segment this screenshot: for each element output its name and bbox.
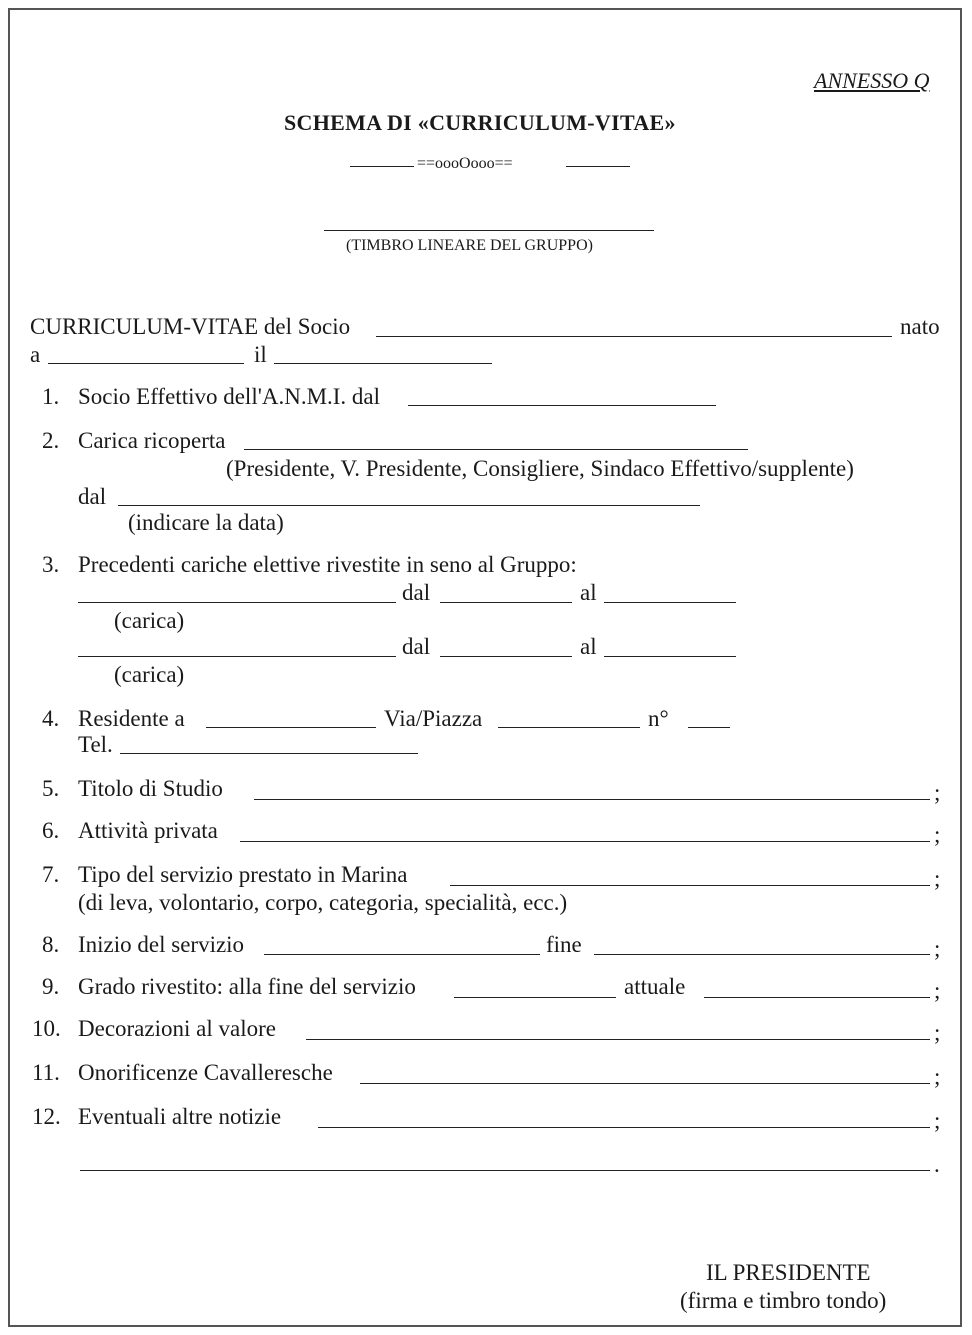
other-notes-extra-line[interactable] xyxy=(80,1170,930,1171)
item-number: 12. xyxy=(32,1104,61,1129)
annex-label: ANNESSO Q xyxy=(814,68,930,93)
prev-1-al: al xyxy=(580,580,597,605)
residence-city-field[interactable] xyxy=(206,727,376,728)
socio-name-field[interactable] xyxy=(376,336,892,337)
line-end: ; xyxy=(934,936,941,961)
stamp-line xyxy=(324,230,654,231)
residence-street-field[interactable] xyxy=(498,727,640,728)
item-number: 4. xyxy=(42,706,60,731)
item-number: 7. xyxy=(42,862,60,887)
line-end: ; xyxy=(934,1108,941,1133)
current-rank-label: attuale xyxy=(624,974,686,999)
education-field[interactable] xyxy=(254,799,930,800)
previous-office-2-to-field[interactable] xyxy=(604,656,736,657)
intro-a: a xyxy=(30,342,41,367)
residence-via-label: Via/Piazza xyxy=(384,706,483,731)
service-type-hint: (di leva, volontario, corpo, categoria, specialità, ecc.) xyxy=(78,890,568,915)
item-number: 10. xyxy=(32,1016,61,1041)
final-end: . xyxy=(934,1152,940,1177)
office-hint: (Presidente, V. Presidente, Consigliere, Sindaco Effettivo/supplente) xyxy=(226,456,854,481)
office-dal-label: dal xyxy=(78,484,107,509)
member-since-field[interactable] xyxy=(408,405,716,406)
intro-nato: nato xyxy=(900,314,940,339)
office-held-field[interactable] xyxy=(244,449,748,450)
ornament: ==oooOooo== xyxy=(417,155,513,172)
previous-office-1-field[interactable] xyxy=(78,602,396,603)
item-label: Precedenti cariche elettive rivestite in seno al Gruppo: xyxy=(78,552,577,577)
prev-2-dal: dal xyxy=(402,634,431,659)
ornament-line-left xyxy=(350,166,414,167)
signer-note: (firma e timbro tondo) xyxy=(680,1288,887,1313)
ornament-line-right xyxy=(566,166,630,167)
previous-office-2-from-field[interactable] xyxy=(440,656,572,657)
item-number: 9. xyxy=(42,974,60,999)
item-label: Residente a xyxy=(78,706,185,731)
intro-il: il xyxy=(254,342,267,367)
item-number: 11. xyxy=(32,1060,60,1085)
item-label: Attività privata xyxy=(78,818,218,843)
office-date-hint: (indicare la data) xyxy=(128,510,284,535)
birthplace-field[interactable] xyxy=(48,363,244,364)
item-label: Grado rivestito: alla fine del servizio xyxy=(78,974,416,999)
line-end: ; xyxy=(934,866,941,891)
service-type-field[interactable] xyxy=(450,885,930,886)
prev-2-hint: (carica) xyxy=(114,662,185,687)
other-notes-field[interactable] xyxy=(318,1127,930,1128)
prev-1-hint: (carica) xyxy=(114,608,185,633)
item-label: Carica ricoperta xyxy=(78,428,226,453)
telephone-field[interactable] xyxy=(120,753,418,754)
knighthood-honors-field[interactable] xyxy=(360,1083,930,1084)
item-number: 3. xyxy=(42,552,60,577)
form-page xyxy=(8,8,962,1327)
item-number: 1. xyxy=(42,384,60,409)
service-start-field[interactable] xyxy=(264,954,540,955)
item-number: 5. xyxy=(42,776,60,801)
previous-office-2-field[interactable] xyxy=(78,656,396,657)
birthdate-field[interactable] xyxy=(274,363,492,364)
office-date-field[interactable] xyxy=(118,505,700,506)
item-number: 8. xyxy=(42,932,60,957)
line-end: ; xyxy=(934,780,941,805)
item-label: Inizio del servizio xyxy=(78,932,245,957)
valor-decorations-field[interactable] xyxy=(306,1039,930,1040)
intro-label: CURRICULUM-VITAE del Socio xyxy=(30,314,351,339)
signer-title: IL PRESIDENTE xyxy=(706,1260,871,1285)
prev-1-dal: dal xyxy=(402,580,431,605)
residence-number-field[interactable] xyxy=(688,727,730,728)
prev-2-al: al xyxy=(580,634,597,659)
stamp-caption: (TIMBRO LINEARE DEL GRUPPO) xyxy=(346,237,593,254)
item-label: Tipo del servizio prestato in Marina xyxy=(78,862,408,887)
private-activity-field[interactable] xyxy=(240,841,930,842)
previous-office-1-from-field[interactable] xyxy=(440,602,572,603)
item-label: Onorificenze Cavalleresche xyxy=(78,1060,333,1085)
item-label: Eventuali altre notizie xyxy=(78,1104,282,1129)
line-end: ; xyxy=(934,822,941,847)
item-number: 6. xyxy=(42,818,60,843)
line-end: ; xyxy=(934,978,941,1003)
rank-end-field[interactable] xyxy=(454,997,616,998)
rank-current-field[interactable] xyxy=(704,997,930,998)
line-end: ; xyxy=(934,1020,941,1045)
item-label: Decorazioni al valore xyxy=(78,1016,276,1041)
item-number: 2. xyxy=(42,428,60,453)
item-label: Titolo di Studio xyxy=(78,776,223,801)
previous-office-1-to-field[interactable] xyxy=(604,602,736,603)
tel-label: Tel. xyxy=(78,732,113,757)
service-end-field[interactable] xyxy=(594,954,930,955)
item-label: Socio Effettivo dell'A.N.M.I. dal xyxy=(78,384,381,409)
line-end: ; xyxy=(934,1064,941,1089)
residence-number-label: n° xyxy=(648,706,669,731)
form-title: SCHEMA DI «CURRICULUM-VITAE» xyxy=(284,110,676,135)
service-end-label: fine xyxy=(546,932,582,957)
